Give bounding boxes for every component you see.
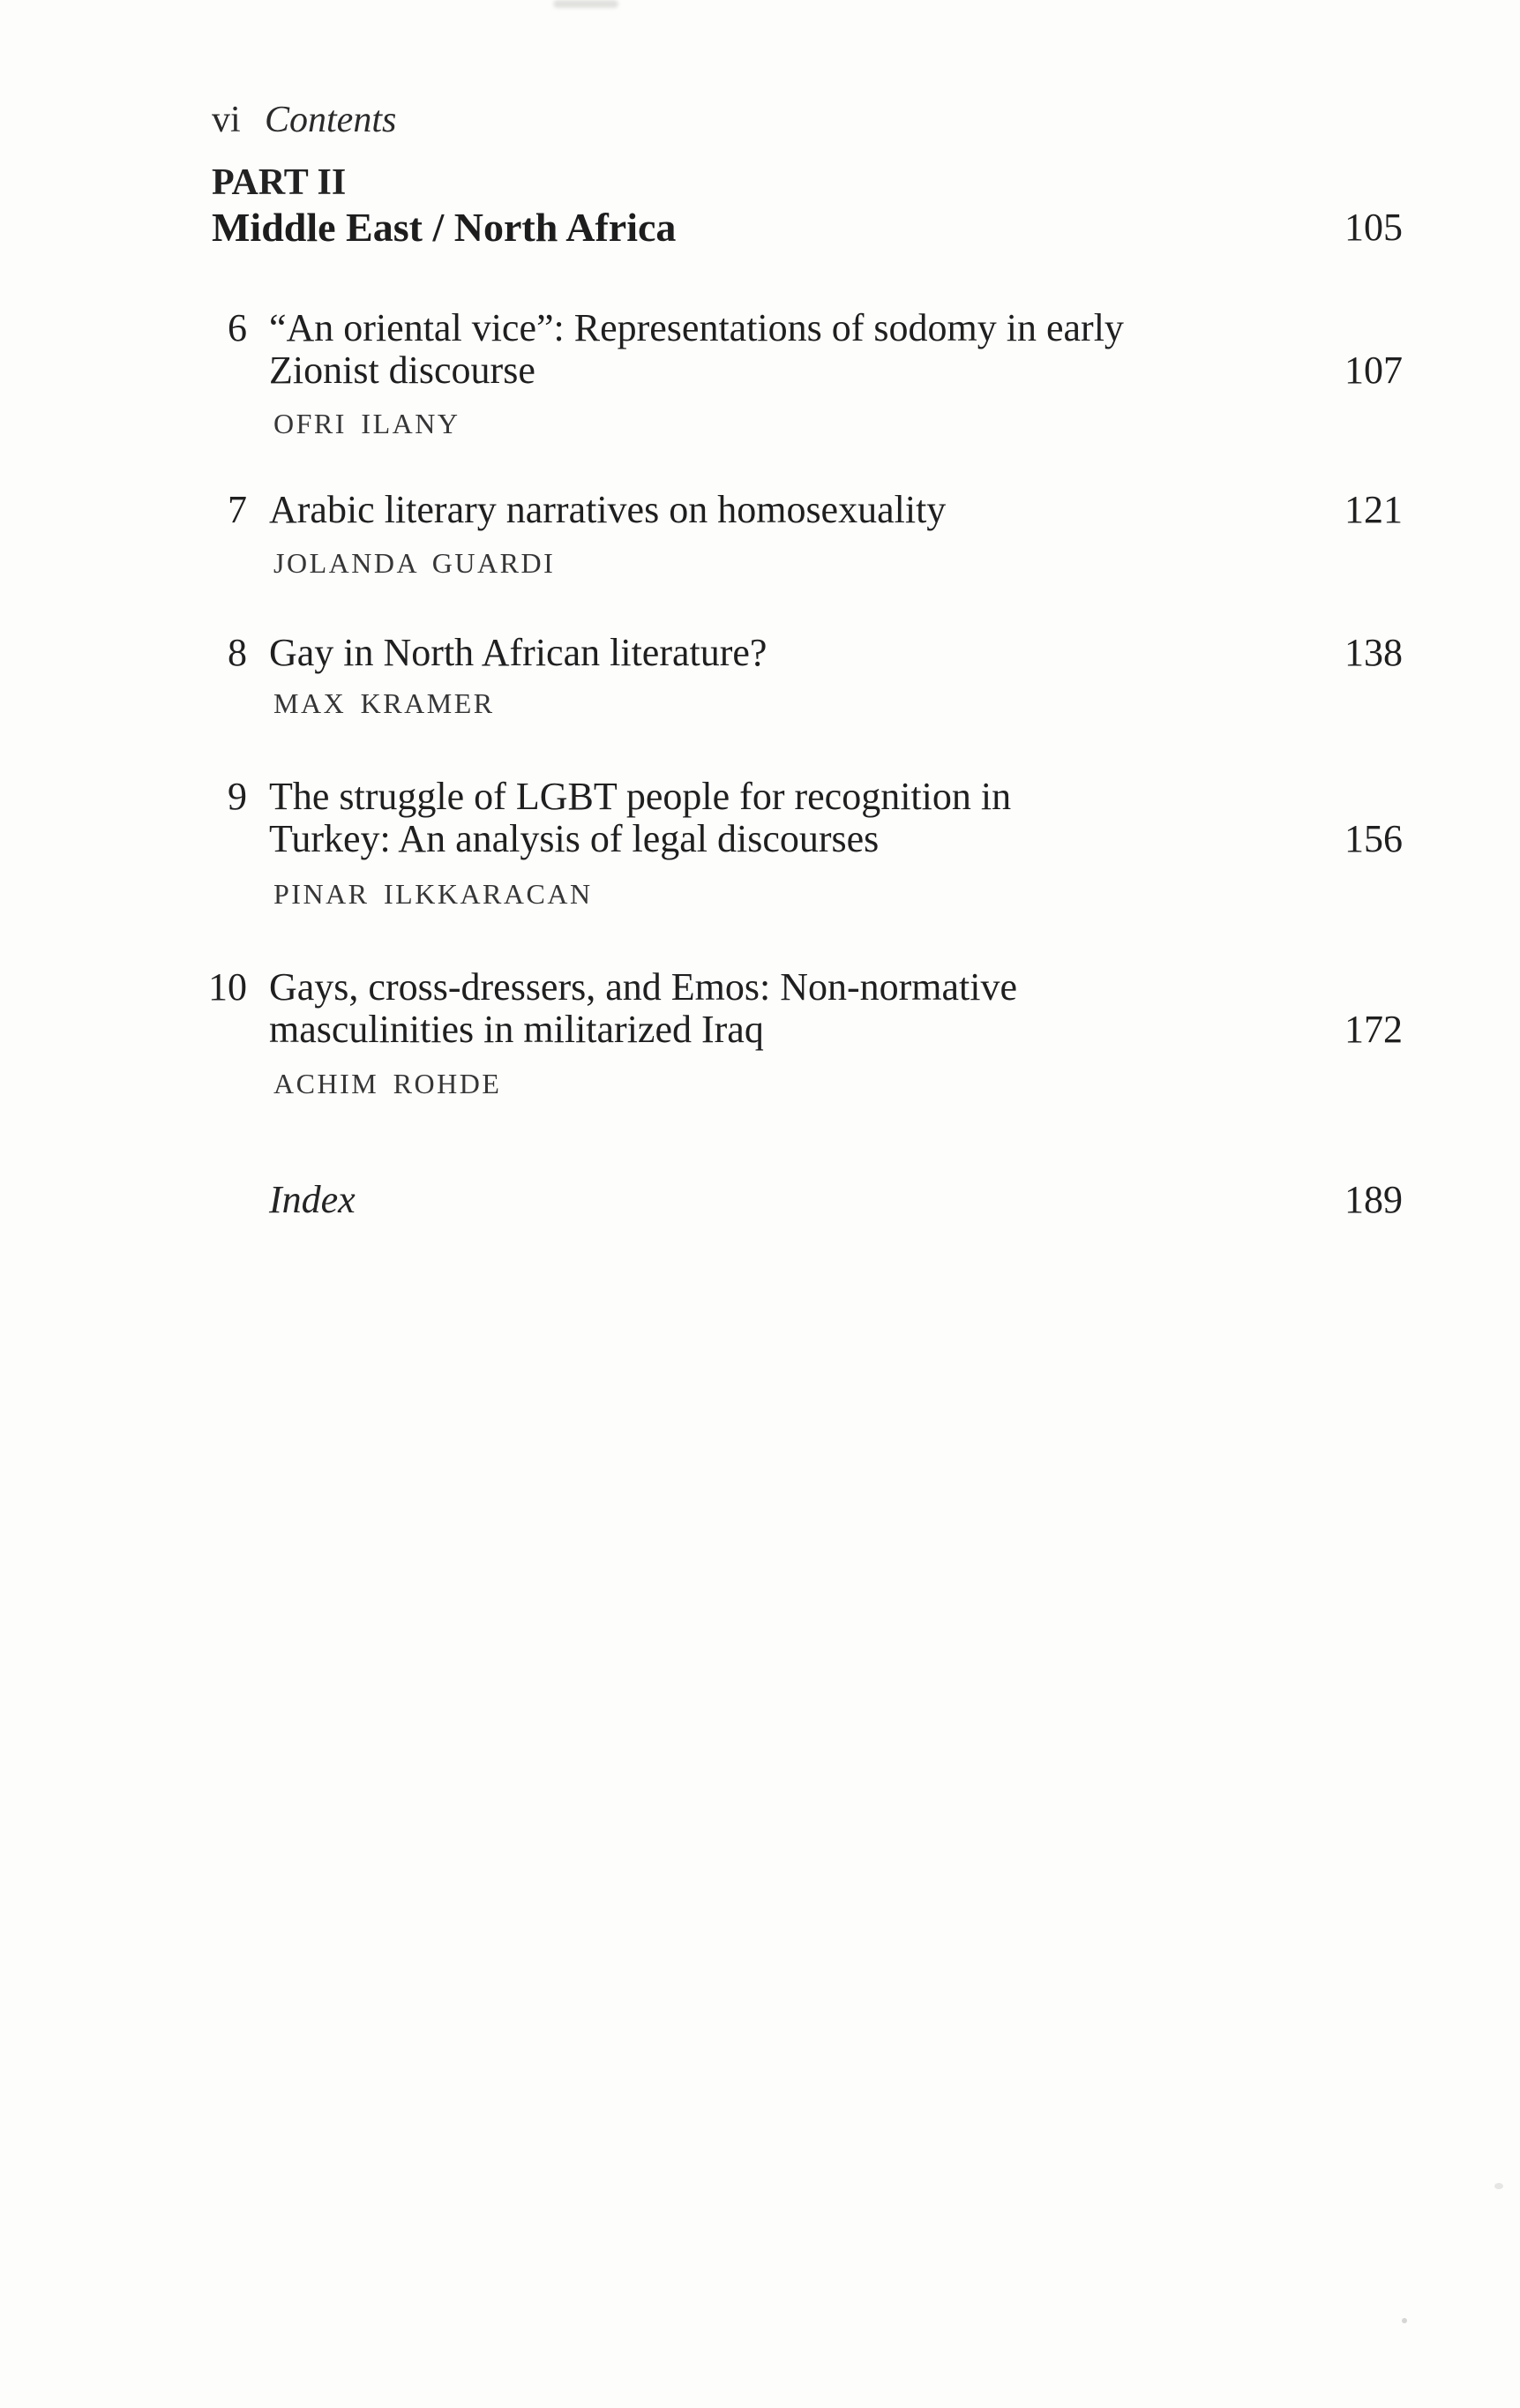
chapter-author: ACHIM ROHDE [273,1068,502,1099]
chapter-page-number: 172 [1344,1008,1403,1051]
chapter-title-line: “An oriental vice”: Representations of sodomy in early [269,306,1124,349]
chapter-page-number: 121 [1344,488,1403,531]
chapter-title-line: masculinities in militarized Iraq [269,1008,764,1051]
index-entry: Index [269,1178,356,1221]
chapter-title [269,632,1235,674]
chapter-title-line: Turkey: An analysis of legal discourses [269,817,880,860]
chapter-author: MAX KRAMER [273,687,495,719]
chapter-title-line: Gay in North African literature? [269,631,767,674]
chapter-number: 10 [208,965,247,1009]
chapter-author: JOLANDA GUARDI [273,547,556,579]
scan-smudge [553,0,618,8]
chapter-number: 9 [228,775,247,818]
chapter-number: 6 [228,306,247,349]
chapter-page-number: 138 [1344,631,1403,674]
chapter-title [269,776,1235,860]
part-title: Middle East / North Africa [212,205,677,250]
running-title: Contents [265,100,397,140]
chapter-title [269,966,1235,1051]
chapter-title [269,489,1235,531]
chapter-page-number: 107 [1344,349,1403,392]
index-page-number: 189 [1344,1178,1403,1221]
part-label: PART II [212,162,347,203]
scan-speck [1494,2183,1503,2189]
part-page-number: 105 [1344,206,1403,249]
chapter-title [269,307,1235,392]
chapter-number: 7 [228,488,247,531]
chapter-title-line: Zionist discourse [269,349,535,392]
chapter-page-number: 156 [1344,817,1403,860]
chapter-title-line: Gays, cross-dressers, and Emos: Non-normative [269,965,1018,1009]
chapter-author: PINAR ILKKARACAN [273,878,593,910]
chapter-title-line: Arabic literary narratives on homosexuality [269,488,947,531]
chapter-number: 8 [228,631,247,674]
chapter-title-line: The struggle of LGBT people for recognition in [269,775,1012,818]
chapter-author: OFRI ILANY [273,408,460,439]
scan-speck [1402,2318,1407,2323]
folio-number: vi [212,100,241,140]
